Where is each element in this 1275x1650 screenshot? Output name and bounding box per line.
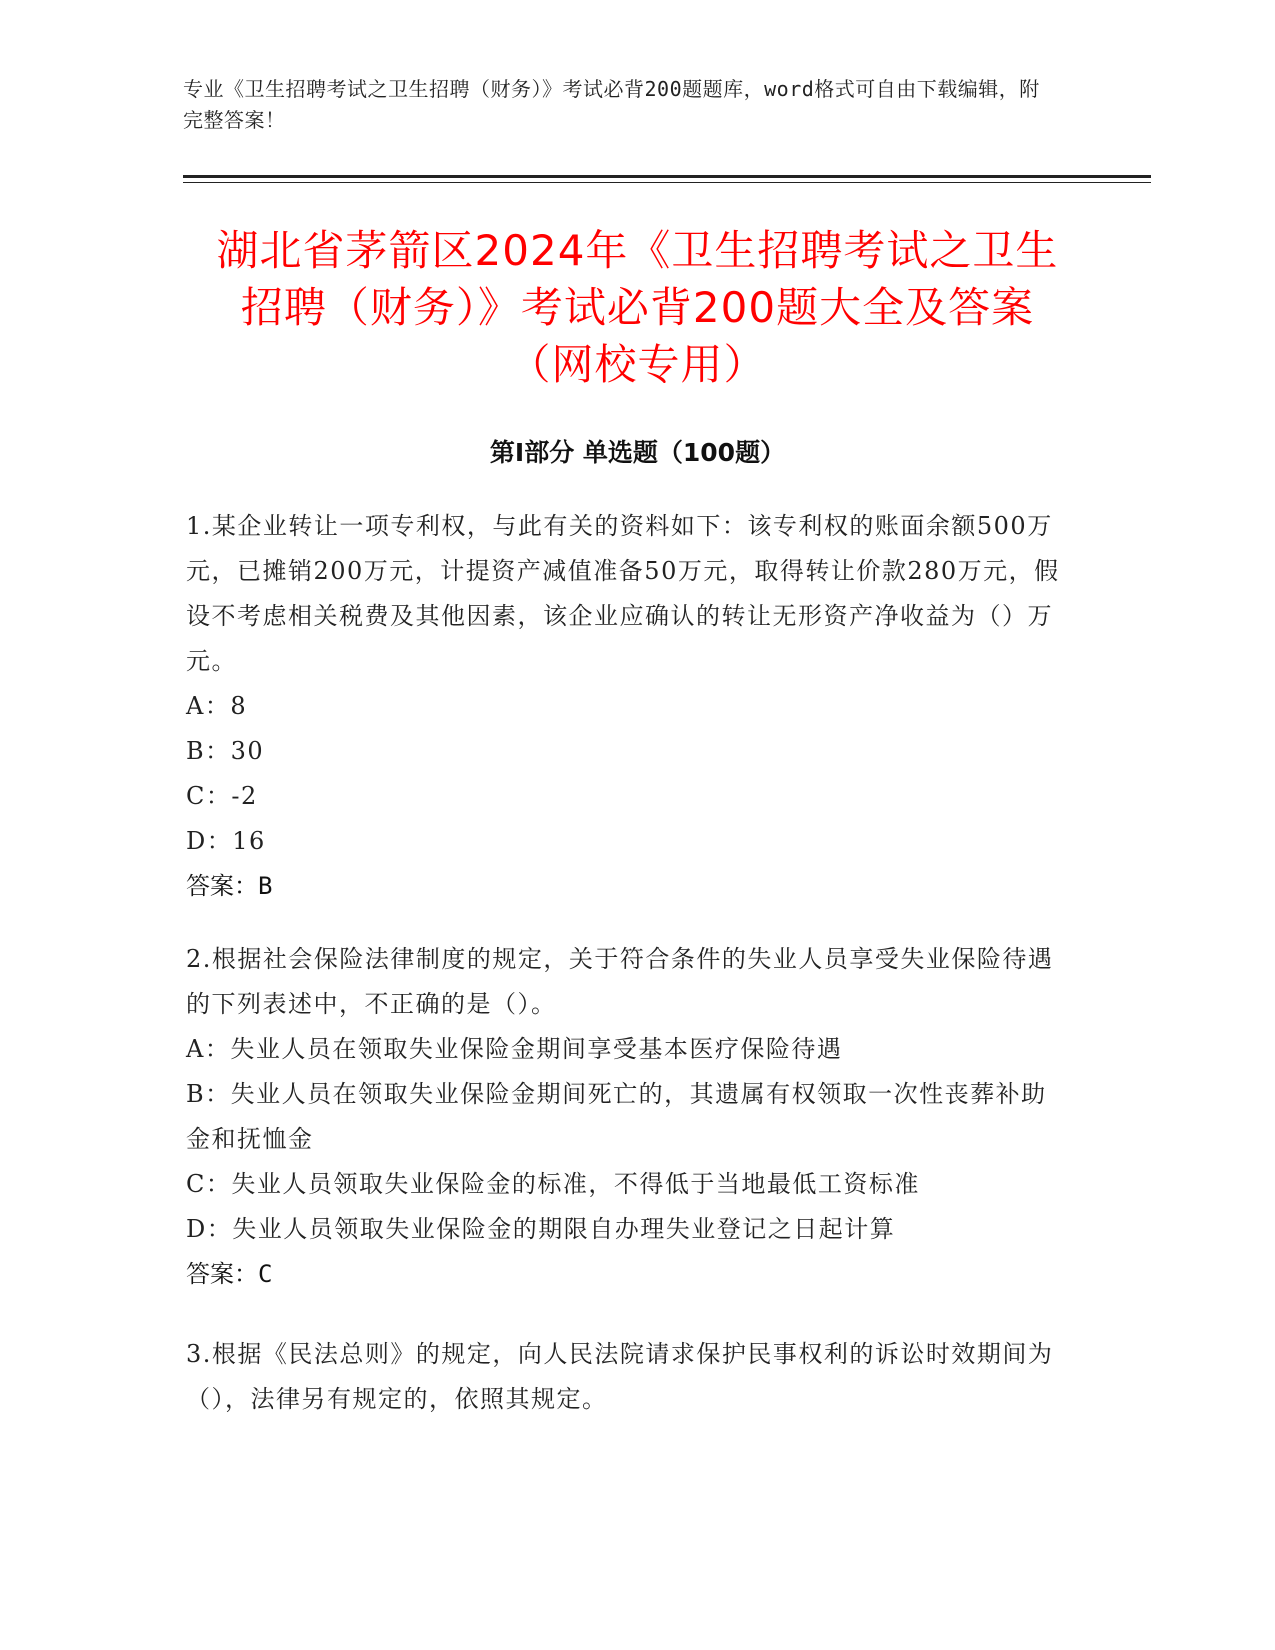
answer-label: 答案： (186, 872, 258, 900)
answer-value: B (258, 872, 273, 900)
option-c: C：失业人员领取失业保险金的标准，不得低于当地最低工资标准 (186, 1170, 920, 1198)
option-c: C：-2 (186, 782, 258, 810)
question-1 (186, 504, 1066, 909)
document-title-line-3: （网校专用） (508, 340, 767, 389)
option-b: B：30 (186, 737, 265, 765)
question-2 (186, 937, 1066, 1297)
answer-label: 答案： (186, 1260, 258, 1288)
option-b: B：失业人员在领取失业保险金期间死亡的，其遗属有权领取一次性丧葬补助金和抚恤金 (186, 1080, 1047, 1153)
answer-line (186, 864, 1066, 909)
question-stem: 3.根据《民法总则》的规定，向人民法院请求保护民事权利的诉讼时效期间为（），法律另有规定的，依照其规定。 (186, 1340, 1054, 1413)
option-d: D：16 (186, 827, 266, 855)
header-divider-thick (183, 175, 1151, 178)
option-a: A：失业人员在领取失业保险金期间享受基本医疗保险待遇 (186, 1035, 843, 1063)
question-stem: 1.某企业转让一项专利权，与此有关的资料如下：该专利权的账面余额500万元，已摊销200万元，计提资产减值准备50万元，取得转让价款280万元，假设不考虑相关税费及其他因素，该企业应确认的转让无形资产净收益为（）万元。 (186, 512, 1060, 675)
option-a: A：8 (186, 692, 248, 720)
answer-value: C (258, 1260, 273, 1288)
document-title-line-1: 湖北省茅箭区2024年《卫生招聘考试之卫生 (216, 226, 1059, 275)
question-3 (186, 1332, 1066, 1422)
section-heading: 第Ⅰ部分 单选题（100题） (489, 438, 786, 467)
answer-line (186, 1252, 1066, 1297)
document-title-line-2: 招聘（财务）》考试必背200题大全及答案 (240, 283, 1035, 332)
option-d: D：失业人员领取失业保险金的期限自办理失业登记之日起计算 (186, 1215, 896, 1243)
header-divider-thin (183, 182, 1151, 183)
document-title (170, 222, 1105, 393)
header-note: 专业《卫生招聘考试之卫生招聘（财务）》考试必背200题题库，word格式可自由下载编辑，附完整答案！ (183, 77, 1040, 132)
question-stem: 2.根据社会保险法律制度的规定，关于符合条件的失业人员享受失业保险待遇的下列表述中，不正确的是（）。 (186, 945, 1054, 1018)
